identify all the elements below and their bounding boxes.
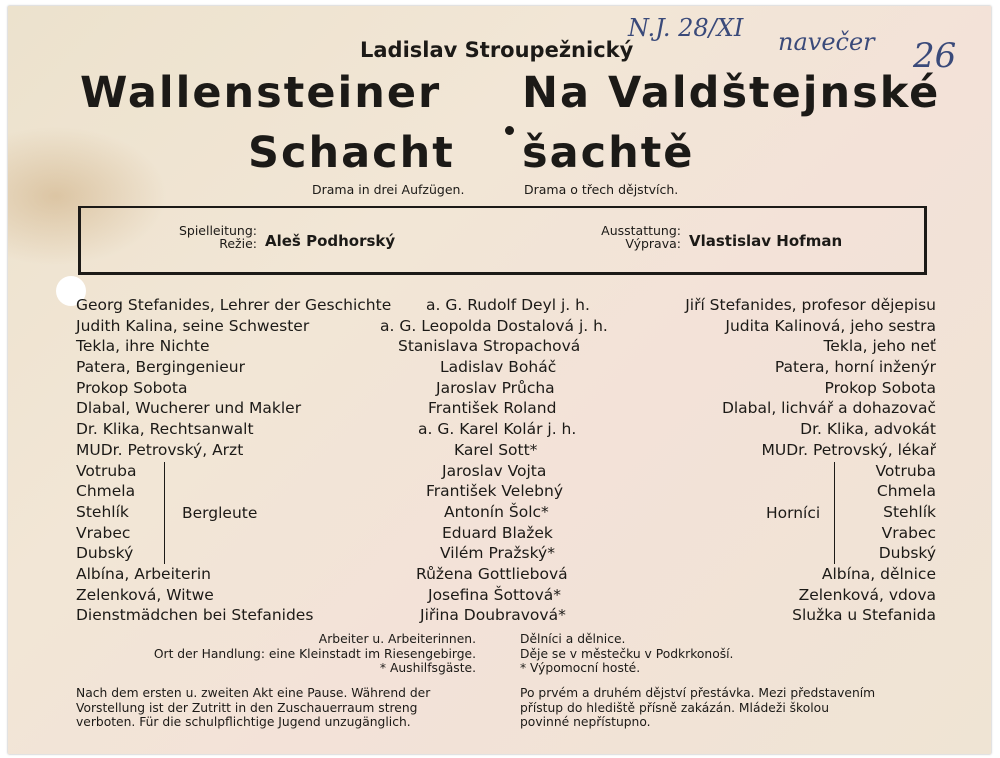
title-de-line1: Wallensteiner [80, 68, 442, 118]
cast-row: Georg Stefanides, Lehrer der Geschichte a. G. Rudolf Deyl j. h. Jiří Stefanides, profesor dějepisu [76, 296, 936, 314]
cast-list [76, 296, 936, 627]
cast-row: Dienstmädchen bei Stefanides Jiřina Doubravová* Služka u Stefanida [76, 606, 936, 625]
design-label: Ausstattung: Výprava: [601, 223, 681, 251]
designer-name: Vlastislav Hofman [689, 232, 843, 250]
handwritten-note: N.J. 28/XI [628, 14, 744, 42]
cast-row: Tekla, ihre Nichte Stanislava Stropachová Tekla, jeho neť [76, 337, 936, 356]
title-separator-dot [505, 126, 514, 135]
cast-row: Patera, Bergingenieur Ladislav Boháč Patera, horní inženýr [76, 358, 936, 377]
direction-label: Spielleitung: Režie: [178, 223, 257, 251]
playbill-sheet [8, 6, 991, 754]
notes-de: Arbeiter u. Arbeiterinnen. Ort der Handlung: eine Kleinstadt im Riesengebirge. * Aushilfsgäste. [153, 632, 476, 675]
group-label-de: Bergleute [182, 504, 258, 522]
title-cs-line2: šachtě [522, 128, 695, 178]
cast-row: Dr. Klika, Rechtsanwalt a. G. Karel Kolár j. h. Dr. Klika, advokát [76, 420, 936, 439]
author-name: Ladislav Stroupežnický [360, 38, 634, 62]
handwritten-number: 26 [913, 36, 957, 76]
pause-notice-de: Nach dem ersten u. zweiten Akt eine Pause. Während der Vorstellung ist der Zutritt in den Zuschauerraum streng verboten. Für die schulpflichtige Jugend unzugänglich. [76, 686, 431, 729]
cast-row: Votruba Jaroslav Vojta Votruba [76, 461, 936, 480]
brace-cs [834, 462, 835, 564]
cast-row: Dubský Vilém Pražský* Dubský [76, 544, 936, 563]
notes-cs: Dělníci a dělnice. Děje se v městečku v Podkrkonoší. * Výpomocní hosté. [520, 632, 734, 675]
cast-row: Zelenková, Witwe Josefina Šottová* Zelenková, vdova [76, 585, 936, 604]
cast-row: Vrabec Eduard Blažek Vrabec [76, 523, 936, 542]
cast-row: Albína, Arbeiterin Růžena Gottliebová Albína, dělnice [76, 564, 936, 583]
cast-row: Judith Kalina, seine Schwester a. G. Leopolda Dostalová j. h. Judita Kalinová, jeho sestra [76, 316, 936, 335]
cast-row: MUDr. Petrovský, Arzt Karel Sott* MUDr. Petrovský, lékař [76, 440, 936, 459]
director-name: Aleš Podhorský [265, 232, 396, 250]
title-de-line2: Schacht [248, 128, 455, 178]
cast-row: Chmela František Velebný Chmela [76, 482, 936, 501]
pause-notice-cs: Po prvém a druhém dějství přestávka. Mezi představením přístup do hlediště přísně zakázán. Mládeži školou povinné nepřístupno. [520, 686, 876, 729]
cast-row: Stehlík Antonín Šolc* Stehlík [76, 502, 936, 521]
group-label-cs: Horníci [766, 504, 821, 522]
cast-row: Prokop Sobota Jaroslav Průcha Prokop Sobota [76, 378, 936, 397]
subtitle-de: Drama in drei Aufzügen. [312, 182, 465, 197]
title-cs-line1: Na Valdštejnské [522, 68, 941, 118]
handwritten-word: navečer [778, 28, 875, 56]
subtitle-cs: Drama o třech dějstvích. [524, 182, 679, 197]
cast-row: Dlabal, Wucherer und Makler František Roland Dlabal, lichvář a dohazovač [76, 399, 936, 418]
credits-box [78, 206, 927, 275]
brace-de [164, 462, 165, 564]
